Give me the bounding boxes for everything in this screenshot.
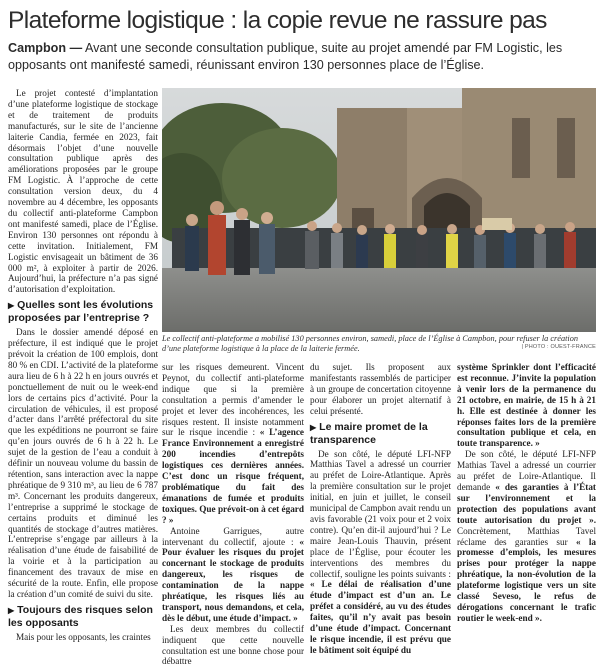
col2-quote-2: « Pour évaluer les risques du projet concernant le stockage de produits dangereux, les risques de contamination de la nappe phréatique, les risques liés au transport, nous demandons, et cela, dès le début, une étude d’impact. » (162, 536, 304, 623)
col3-paragraph-2 (310, 449, 451, 656)
subhead-transparence-text: Le maire promet de la transparence (310, 420, 428, 446)
article-column-1 (8, 88, 158, 643)
col2-paragraph-1 (162, 362, 304, 526)
lead-text: Avant une seconde consultation publique, suite au projet amendé par FM Logistic, les opposants ont manifesté samedi, réunissant environ 130 personnes place de l’Église. (8, 41, 563, 72)
subhead-transparence (310, 421, 451, 446)
col3-paragraph-1: du sujet. Ils proposent aux manifestants rassemblés de participer à un groupe de concertation citoyenne pour élaborer un projet alternatif à celui présenté. (310, 362, 451, 416)
col4-quote-2: « des garanties à l’État sur l’environnement et la protection des populations avant toute autorisation du projet ». (457, 481, 596, 525)
subhead-evolutions (8, 299, 158, 324)
headline: Plateforme logistique : la copie revue ne rassure pas (8, 7, 547, 34)
col2-text-2: Antoine Garrigues, autre intervenant du collectif, ajoute : (162, 525, 304, 547)
col3-text-2: De son côté, le député LFI-NFP Matthias Tavel a adressé un courrier au préfet de Loire-Atlantique. Après la première consultation sur le projet initial, en juin et juillet, le conseil municipal de Campbon avait rendu un avis favorable (21 voix pour et 2 voix contre). Qu’en dit-il aujourd’hui ? Le maire Jean-Louis Thauvin, présent place de l’Église, pour écouter les interventions des membres du collectif, souligne les points suivants : (310, 448, 451, 579)
article-column-2 (162, 362, 304, 667)
lead-paragraph (8, 40, 598, 74)
protest-photo-illustration (162, 88, 596, 332)
subhead-evolutions-text: Quelles sont les évolutions proposées par l’entreprise ? (8, 299, 154, 325)
col4-paragraph-1 (457, 449, 596, 624)
subhead-risques (8, 604, 158, 629)
article-photo (162, 88, 596, 332)
triangle-bullet-icon: ▶ (8, 301, 15, 311)
col1-paragraph-1: Le projet contesté d’implantation d’une plateforme logistique de stockage et de traitement de produits manufacturés, sur le site de l’ancienne laiterie Candia, fermée en 2023, fait désormais l’objet d’une nouvelle consultation publique après des améliorations proposées par le groupe FM Logistic. À l’approche de cette consultation version deux, du 4 novembre au 4 décembre, les opposants du collectif anti-plateforme Campbon ont manifesté samedi, place de l’Église. Environ 130 personnes ont répondu à cette invitation. Initialement, FM Logistic envisageait un bâtiment de 36 000 m², à exploiter à partir de 2026. Aujourd’hui, la préfecture n’a pas signé d’autorisation d’exploitation. (8, 88, 158, 295)
triangle-bullet-icon: ▶ (310, 422, 317, 432)
col4-text-1: De son côté, le député LFI-NFP Mathias Tavel a adressé un courrier au préfet de Loire-Atlantique. Il demande (457, 449, 596, 492)
article-column-4 (457, 362, 596, 624)
col2-quote-1: « L’agence France Environnement a enregistré 200 incendies d’entrepôts logistiques ces dernières années. C’est donc un risque fréquent, problématique du fait des émanations de fumée et produits toxiques. Que prévoit-on à cet égard ? » (162, 427, 304, 525)
col4-quote-3: « la promesse d’emplois, les mesures prises pour protéger la nappe phréatique, la non-évolution de la plateforme logistique vers un site classé Seveso, le refus de dérogations concernant le trafic routier le week-end ». (457, 536, 596, 623)
col3-quote-1: « Le délai de réalisation d’une étude d’impact est d’un an. Le préfet a considéré, au vu des études faites, qu’il n’y avait pas besoin d’une étude d’impact. Concernant le risque incendie, il est prévu que le bâtiment soit équipé du (310, 579, 451, 655)
col4-quote-1: système Sprinkler dont l’efficacité est reconnue. J’invite la population à venir lors de la permanence du 21 octobre, en mairie, de 15 h à 21 h. Elle est destinée à donner les réponses faites lors de la première consultation publique et cela, en toute transparence. » (457, 362, 596, 449)
photo-credit: | PHOTO : OUEST-FRANCE (521, 344, 596, 350)
col2-text-1: sur les risques demeurent. Vincent Peynot, du collectif anti-plateforme indique que si la première consultation a permis d’amender le projet et lever des incohérences, les risques restent. Il insiste notamment sur le risque incendie : (162, 362, 304, 438)
photo-caption: Le collectif anti-plateforme a mobilisé 130 personnes environ, samedi, place de l’Église à Campbon, pour refuser la création d’une plateforme logistique à la place de la laiterie fermée. (162, 334, 579, 353)
col4-text-2: Concrètement, Matthias Tavel réclame des garanties sur (457, 525, 596, 547)
lead-place: Campbon — (8, 41, 83, 55)
col2-paragraph-2 (162, 526, 304, 624)
triangle-bullet-icon: ▶ (8, 605, 15, 615)
article-column-3 (310, 362, 451, 656)
col1-paragraph-3: Mais pour les opposants, les craintes (16, 631, 151, 642)
col1-paragraph-2: Dans le dossier amendé déposé en préfecture, il est indiqué que le projet prévoit la création de 100 emplois, dont 80 % en CDI. L’activité de la plateforme aura lieu de 6 h à 22 h en jours ouvrés et ponctuellement de nuit ou le week-end lors de certains pics d’activité. Pour la circulation de véhicules, il est proposé d’acter dans l’arrêté préfectoral du site que les expéditions ne pourront se faire qu’en jours ouvrés de 6 h à 22 h. Le sujet de la gestion de l’eau a conduit à définir un nouveau volume du bassin de rétention, sans interaction avec la nappe phréatique de 9 310 m³, au lieu de 6 787 m³. Concernant les produits dangereux, l’entreprise a supprimé le stockage de certains produits et diminué les quantités de stockage d’autres matières. L’entreprise s’engage par ailleurs à la réalisation d’une étude de faisabilité de la voirie et à la participation au financement des travaux de mise en sécurité de la route. Enfin, elle propose la création d’un comité de suivi du site. (8, 327, 158, 599)
col2-paragraph-3: Les deux membres du collectif indiquent que cette nouvelle consultation est une bonne chose pour débattre (162, 623, 304, 667)
subhead-risques-text: Toujours des risques selon les opposants (8, 603, 153, 629)
